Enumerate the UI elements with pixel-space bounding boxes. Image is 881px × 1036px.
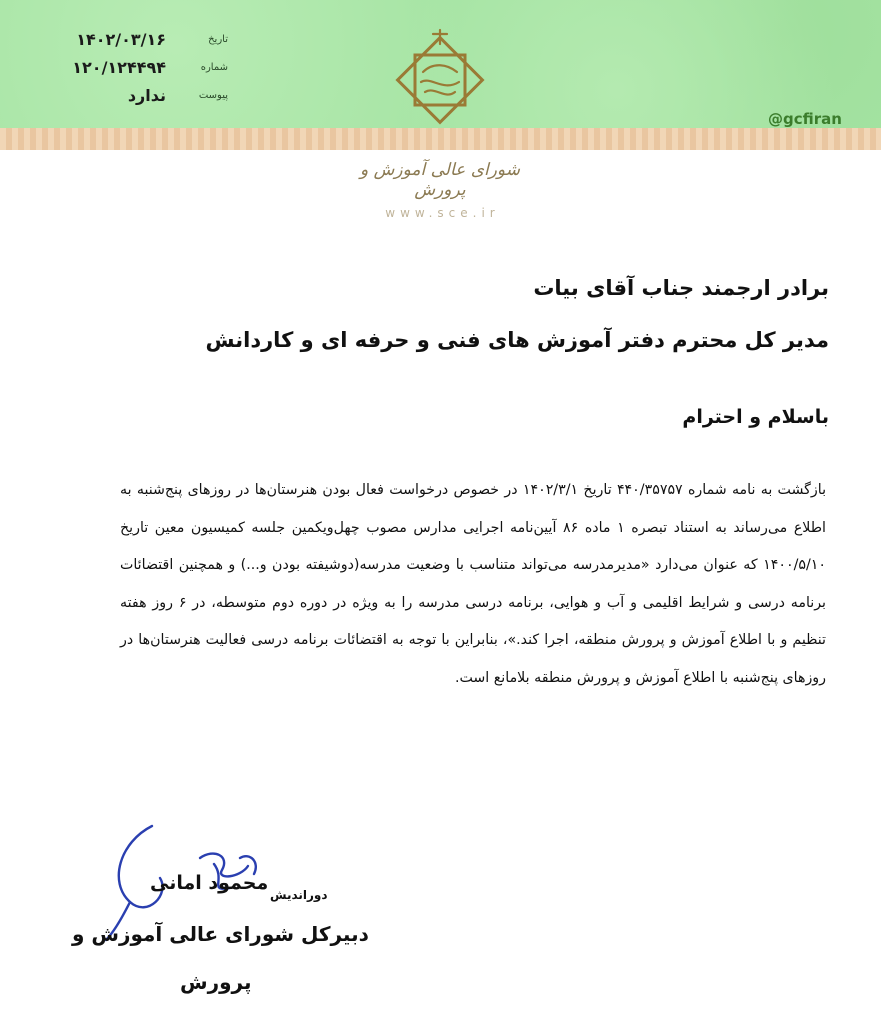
greeting: باسلام و احترام (682, 406, 829, 428)
attachment-row (58, 86, 228, 114)
recipient-line-1: برادر ارجمند جناب آقای بیات (533, 276, 829, 300)
date-row (58, 30, 228, 58)
date-value: ۱۴۰۲/۰۳/۱۶ (76, 30, 166, 49)
website-url: www.sce.ir (385, 206, 500, 220)
council-name: شورای عالی آموزش و پرورش (360, 160, 520, 200)
attachment-value: ندارد (127, 86, 166, 105)
number-label: شماره (200, 62, 228, 73)
date-label: تاریخ (208, 34, 228, 45)
number-row (58, 58, 228, 86)
signer-name: محمود امانی (150, 872, 269, 894)
attachment-label: پیوست (198, 90, 228, 101)
signer-prefix: دوراندیش (270, 888, 328, 902)
recipient-line-2: مدیر کل محترم دفتر آموزش های فنی و حرفه ای و کاردانش (205, 328, 829, 352)
letter-body: بازگشت به نامه شماره ۴۴۰/۳۵۷۵۷ تاریخ ۱۴۰۲/۳/۱ در خصوص درخواست فعال بودن هنرستان‌ها در روزهای پنج‌شنبه به اطلاع می‌رساند به استناد تبصره ۱ ماده ۸۶ آیین‌نامه اجرایی مدارس مصوب چهل‌ویکمین جلسه کمیسیون معین تاریخ ۱۴۰۰/۵/۱۰ که عنوان می‌دارد «مدیرمدرسه می‌تواند متناسب با وضعیت مدرسه(دوشیفته بودن و...) و همچنین اقتضائات برنامه درسی و شرایط اقلیمی و آب و هوایی، برنامه درسی مدرسه را به ویژه در دوره دوم متوسطه، در ۶ روز هفته تنظیم و با اطلاع آموزش و پرورش منطقه، اجرا کند.»، بنابراین با توجه به اقتضائات برنامه درسی فعالیت هنرستان‌ها در روزهای پنج‌شنبه با اطلاع آموزش و پرورش منطقه بلامانع است. (120, 482, 827, 686)
signer-title-line-1: دبیرکل شورای عالی آموزش و (72, 922, 369, 946)
signer-title-line-2: پرورش (180, 970, 252, 994)
channel-watermark: @gcfiran (768, 110, 842, 128)
number-value: ۱۲۰/۱۲۴۴۹۴ (72, 58, 166, 77)
council-emblem-icon (385, 22, 495, 137)
letter-meta (58, 30, 228, 114)
